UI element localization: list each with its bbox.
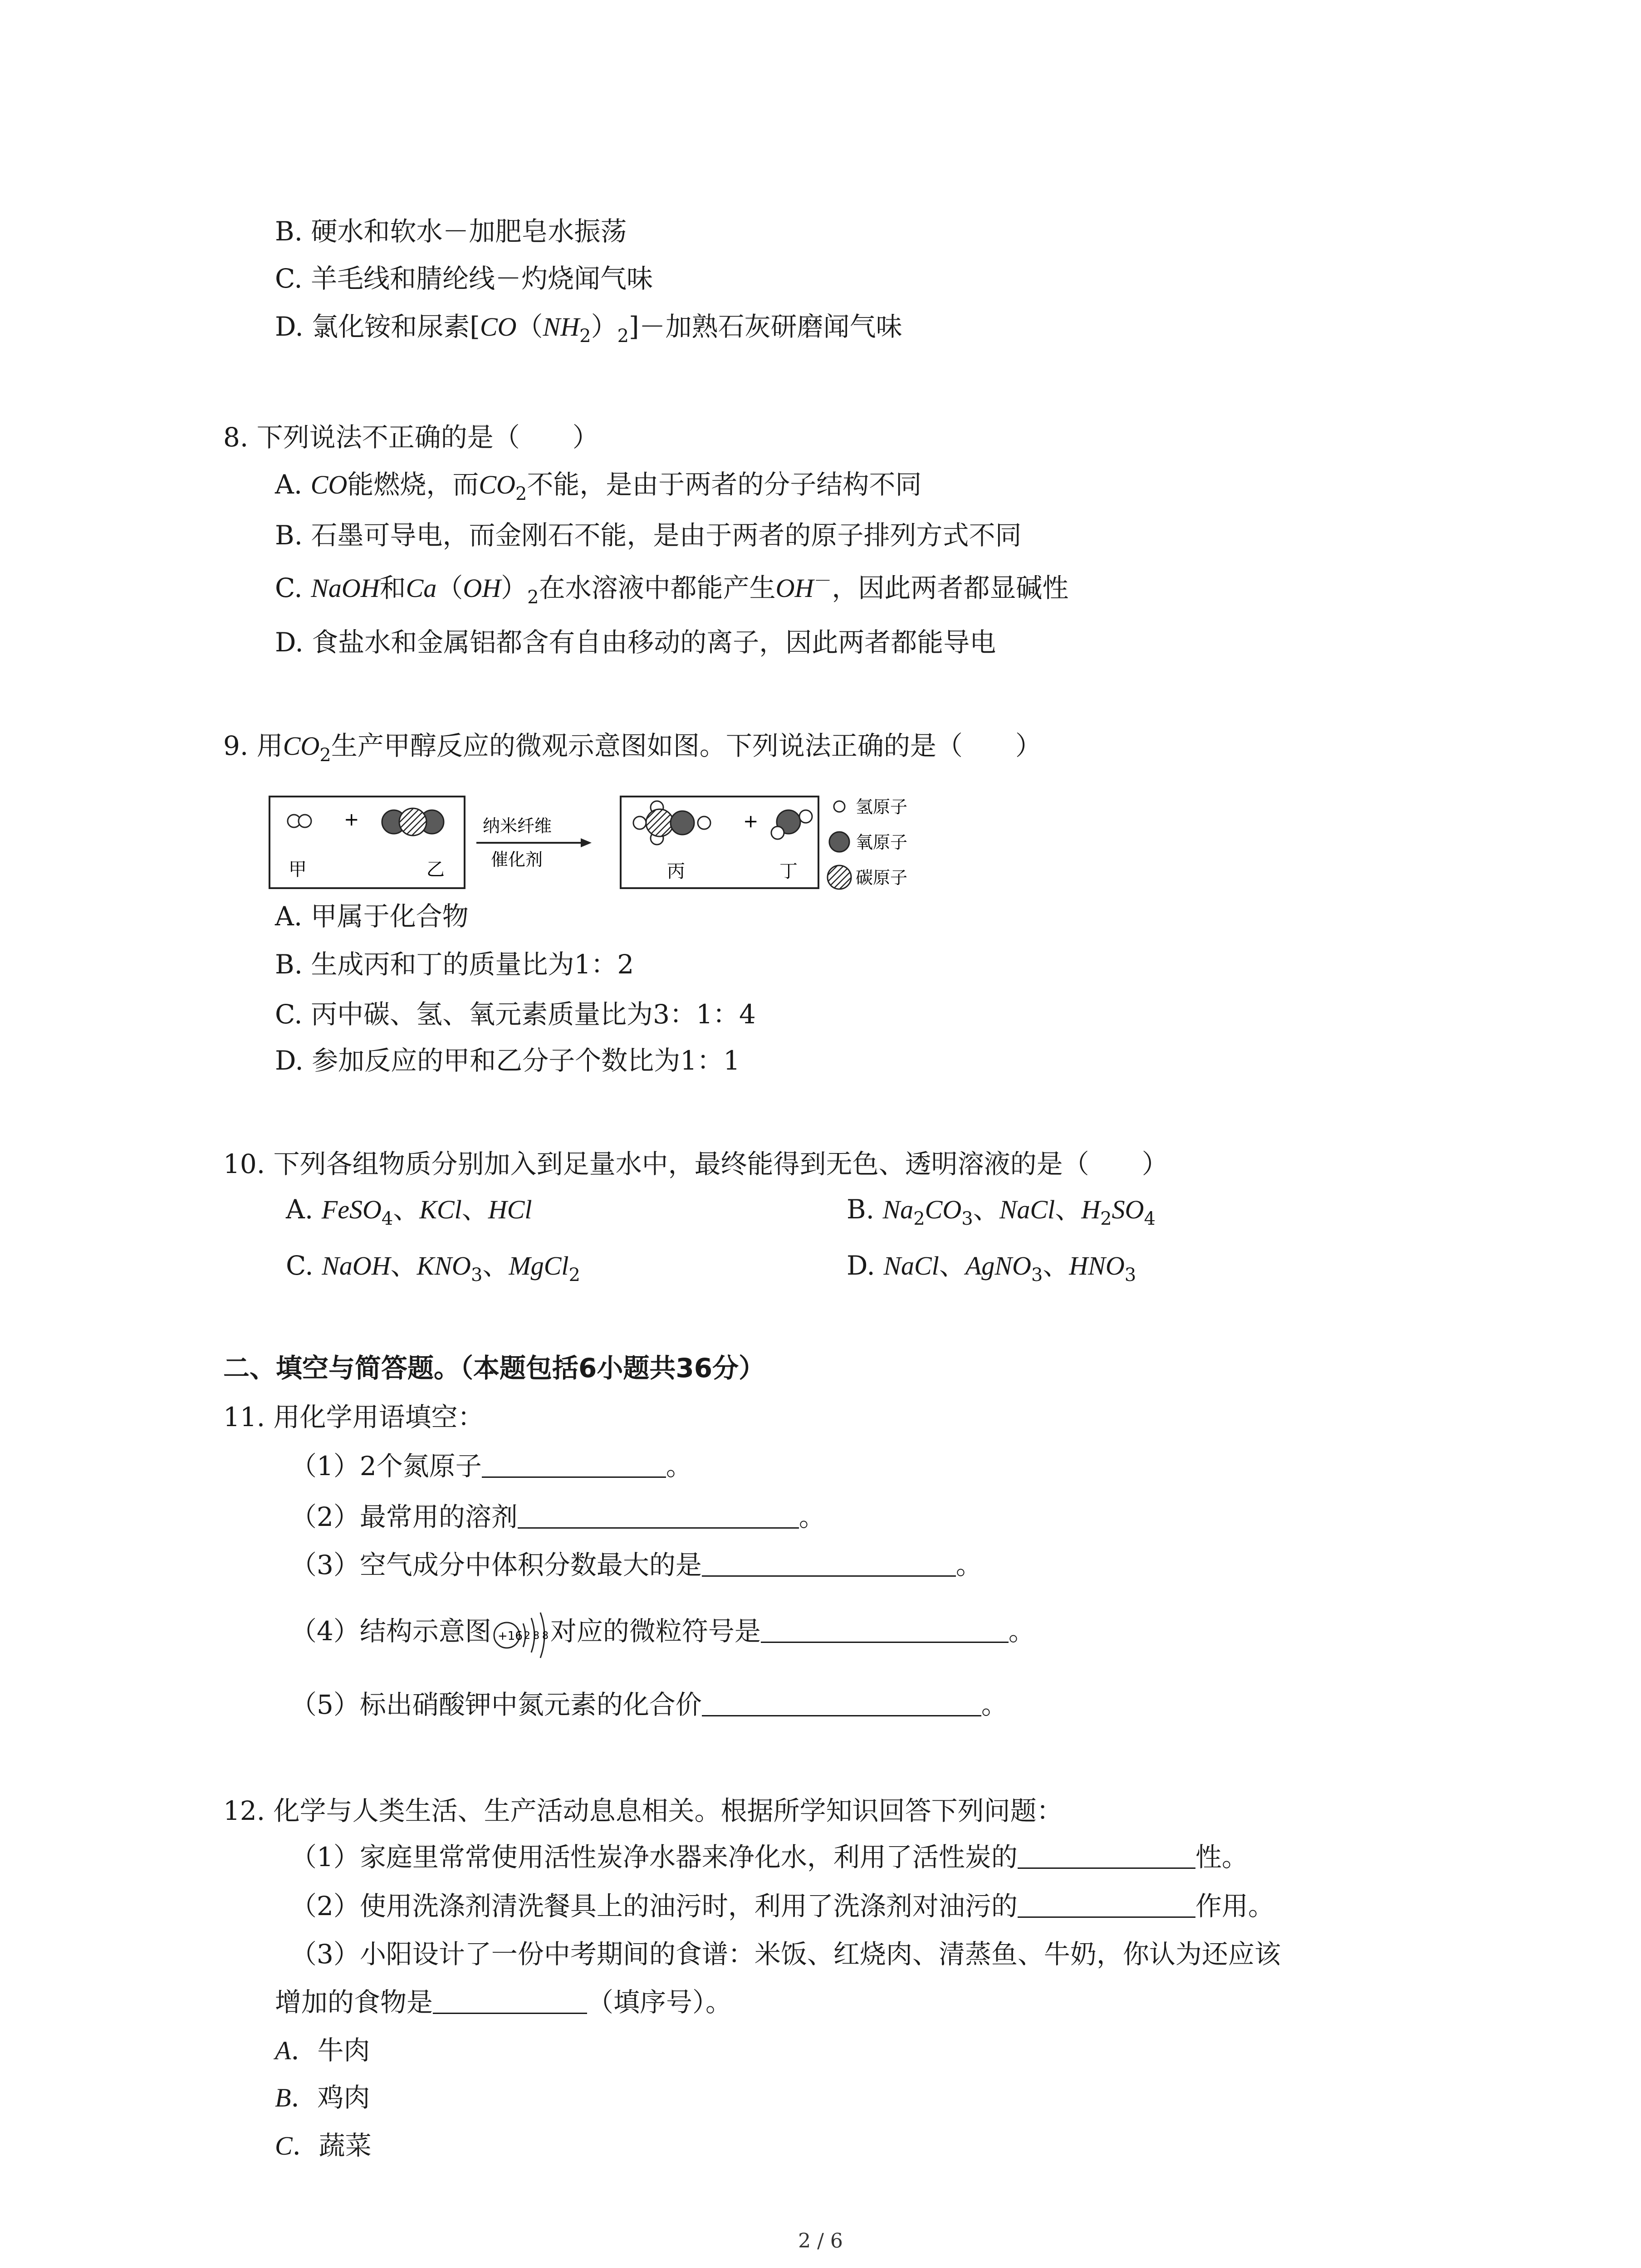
answer-blank[interactable] bbox=[761, 1616, 1009, 1643]
answer-blank[interactable] bbox=[518, 1502, 799, 1529]
carbon-atom-icon bbox=[399, 808, 426, 836]
q11-part4: （4）结构示意图 +16 2 8 8 对应的微粒符号是 。 bbox=[290, 1604, 1035, 1667]
answer-blank[interactable] bbox=[433, 1987, 587, 2014]
svg-text:2: 2 bbox=[524, 1630, 530, 1642]
plus-sign: + bbox=[743, 811, 759, 832]
q11-stem: 11. 用化学用语填空： bbox=[223, 1402, 484, 1432]
q12-option-a: A．牛肉 bbox=[275, 2035, 370, 2066]
q10-option-d: D. NaCl、AgNO$_3$、$HNO_3$ bbox=[847, 1250, 1136, 1286]
arrow-label-bottom: 催化剂 bbox=[491, 850, 543, 870]
arrow-head-icon bbox=[581, 838, 592, 847]
q8-stem: 8. 下列说法不正确的是（ ） bbox=[223, 422, 599, 453]
q7-option-b: B. 硬水和软水－加肥皂水振荡 bbox=[275, 216, 627, 247]
hydrogen-atom-icon bbox=[633, 816, 646, 829]
plus-sign: + bbox=[344, 809, 359, 830]
q12-part2: （2）使用洗涤剂清洗餐具上的油污时，利用了洗涤剂对油污的 作用。 bbox=[290, 1891, 1274, 1921]
q7-option-d: D. 氯化铵和尿素$[CO(NH_2)_2]-$加熟石灰研磨闻气味 bbox=[275, 311, 902, 347]
q8-option-d: D. 食盐水和金属铝都含有自由移动的离子，因此两者都能导电 bbox=[275, 627, 996, 658]
q12-part3-line2: 增加的食物是 （填序号）。 bbox=[275, 1987, 732, 2018]
oxygen-atom-icon bbox=[671, 811, 694, 835]
answer-blank[interactable] bbox=[1018, 1891, 1195, 1918]
label-jia: 甲 bbox=[289, 859, 307, 880]
answer-blank[interactable] bbox=[1018, 1842, 1195, 1869]
hydrogen-atom-icon bbox=[698, 816, 710, 829]
legend-carbon-icon bbox=[828, 865, 851, 889]
q9-option-b: B. 生成丙和丁的质量比为1：2 bbox=[275, 949, 634, 980]
svg-text:+16: +16 bbox=[497, 1629, 523, 1643]
label-yi: 乙 bbox=[426, 859, 445, 880]
q11-part1: （1）2个氮原子 。 bbox=[290, 1451, 692, 1481]
atom-structure-icon bbox=[491, 1606, 550, 1661]
q8-option-c: C. NaOH和$Ca(OH)_2$在水溶液中都能产生OH－，因此两者都显碱性 bbox=[275, 571, 1069, 608]
label-bing: 丙 bbox=[667, 861, 685, 882]
reaction-microscopic-diagram bbox=[268, 793, 1039, 898]
q11-part3: （3）空气成分中体积分数最大的是 。 bbox=[290, 1549, 982, 1580]
q11-part5: （5）标出硝酸钾中氮元素的化合价 。 bbox=[290, 1689, 1008, 1720]
svg-text:8: 8 bbox=[542, 1630, 549, 1642]
q10-option-c: C. NaOH、$KNO_3$、MgCl$_2$ bbox=[286, 1250, 580, 1286]
hydrogen-atom-icon bbox=[799, 810, 812, 823]
q12-option-b: B．鸡肉 bbox=[275, 2082, 370, 2113]
answer-blank[interactable] bbox=[482, 1451, 666, 1478]
section-heading: 二、填空与简答题。（本题包括6小题共36分） bbox=[223, 1353, 765, 1383]
q7-option-c: C. 羊毛线和腈纶线－灼烧闻气味 bbox=[275, 263, 653, 294]
arrow-label-top: 纳米纤维 bbox=[483, 816, 552, 836]
q9-option-a: A. 甲属于化合物 bbox=[275, 901, 469, 932]
legend-hydrogen-icon bbox=[834, 801, 845, 812]
q8-option-b: B. 石墨可导电，而金刚石不能，是由于两者的原子排列方式不同 bbox=[275, 520, 1022, 551]
page-number: 2 / 6 bbox=[798, 2229, 843, 2253]
q9-stem: 9. 用$CO_2$生产甲醇反应的微观示意图如图。下列说法正确的是（ ） bbox=[223, 730, 1042, 766]
legend-carbon-label: 碳原子 bbox=[856, 868, 908, 888]
q10-option-a: A. FeSO$_4$、KCl、HCl bbox=[286, 1194, 532, 1229]
q11-part2: （2）最常用的溶剂 。 bbox=[290, 1501, 825, 1532]
answer-blank[interactable] bbox=[702, 1690, 981, 1716]
svg-text:8: 8 bbox=[533, 1630, 539, 1642]
hydrogen-atom-icon bbox=[771, 826, 784, 839]
q12-part1: （1）家庭里常常使用活性炭净水器来净化水，利用了活性炭的 性。 bbox=[290, 1842, 1248, 1872]
q9-option-c: C. 丙中碳、氢、氧元素质量比为3：1：4 bbox=[275, 999, 756, 1030]
q8-option-a: A. CO能燃烧，而$CO_2$不能，是由于两者的分子结构不同 bbox=[275, 469, 922, 504]
q12-option-c: C．蔬菜 bbox=[275, 2130, 372, 2161]
q10-option-b: B. $Na_2CO_3$、NaCl、$H_2SO_4$ bbox=[847, 1194, 1156, 1229]
answer-blank[interactable] bbox=[702, 1550, 956, 1577]
q12-part3-line1: （3）小阳设计了一份中考期间的食谱：米饭、红烧肉、清蒸鱼、牛奶，你认为还应该 bbox=[290, 1939, 1281, 1970]
carbon-atom-icon bbox=[646, 809, 673, 836]
q12-stem: 12. 化学与人类生活、生产活动息息相关。根据所学知识回答下列问题： bbox=[223, 1795, 1063, 1826]
label-ding: 丁 bbox=[779, 861, 798, 882]
legend-hydrogen-label: 氢原子 bbox=[856, 797, 908, 817]
hydrogen-atom-icon bbox=[299, 815, 311, 827]
q10-stem: 10. 下列各组物质分别加入到足量水中，最终能得到无色、透明溶液的是（ ） bbox=[223, 1149, 1168, 1179]
legend-oxygen-label: 氧原子 bbox=[856, 832, 908, 852]
q9-option-d: D. 参加反应的甲和乙分子个数比为1：1 bbox=[275, 1045, 740, 1076]
legend-oxygen-icon bbox=[829, 832, 849, 852]
